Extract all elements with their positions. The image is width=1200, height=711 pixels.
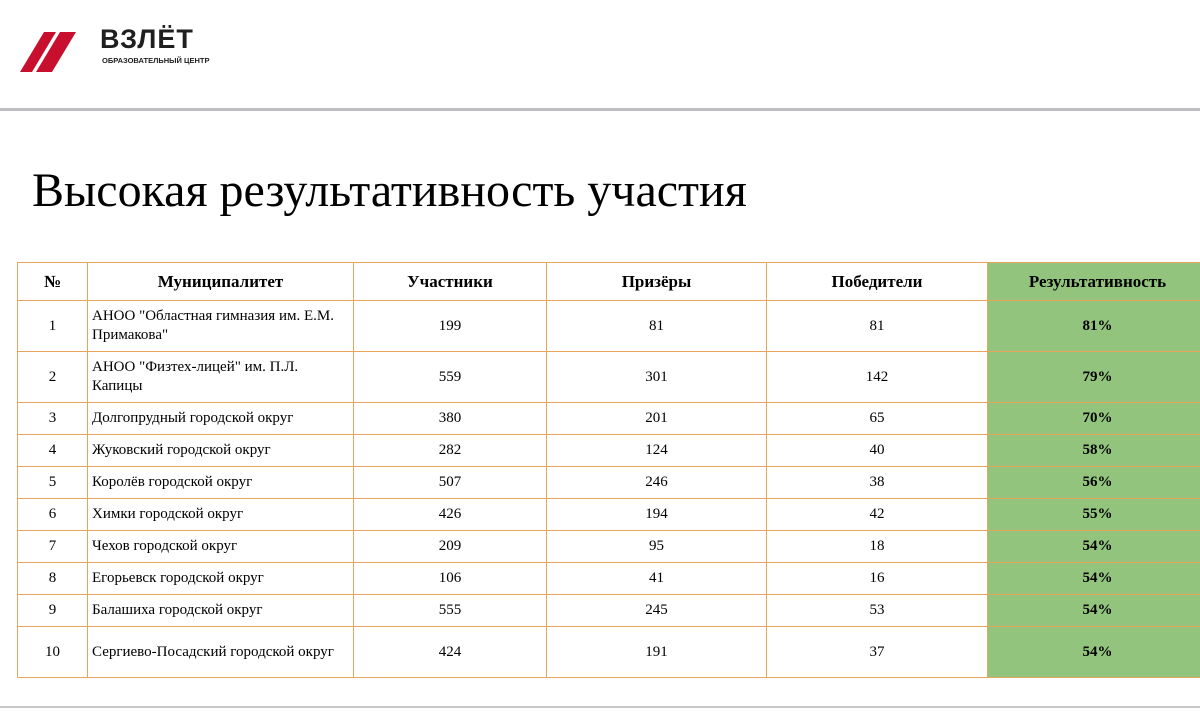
cell-participants: 106 [354,563,547,595]
page-title: Высокая результативность участия [32,164,747,217]
logo-mark-icon [18,28,78,72]
results-table [17,262,1200,678]
cell-effectiveness: 54% [988,627,1200,678]
header-participants: Участники [354,263,547,301]
table-row [18,352,1200,403]
cell-municipality: Долгопрудный городской округ [88,403,354,435]
cell-municipality: Жуковский городской округ [88,435,354,467]
table-row [18,403,1200,435]
cell-effectiveness: 79% [988,352,1200,403]
table-header-row [18,263,1200,301]
cell-effectiveness: 58% [988,435,1200,467]
cell-effectiveness: 56% [988,467,1200,499]
table-row [18,531,1200,563]
cell-num: 1 [18,301,88,352]
table-row [18,627,1200,678]
cell-effectiveness: 55% [988,499,1200,531]
cell-municipality: Сергиево-Посадский городской округ [88,627,354,678]
cell-effectiveness: 54% [988,531,1200,563]
logo [18,24,218,74]
cell-effectiveness: 81% [988,301,1200,352]
cell-winners: 53 [767,595,988,627]
cell-municipality: АНОО "Физтех-лицей" им. П.Л. Капицы [88,352,354,403]
cell-num: 2 [18,352,88,403]
cell-participants: 380 [354,403,547,435]
cell-num: 4 [18,435,88,467]
cell-municipality: АНОО "Областная гимназия им. Е.М. Примакова" [88,301,354,352]
cell-winners: 142 [767,352,988,403]
cell-winners: 18 [767,531,988,563]
logo-wordmark: ВЗЛЁТ [100,24,194,54]
cell-prize-winners: 191 [547,627,767,678]
cell-effectiveness: 70% [988,403,1200,435]
cell-prize-winners: 124 [547,435,767,467]
cell-num: 3 [18,403,88,435]
header-municipality: Муниципалитет [88,263,354,301]
cell-participants: 555 [354,595,547,627]
cell-participants: 426 [354,499,547,531]
cell-num: 6 [18,499,88,531]
cell-prize-winners: 301 [547,352,767,403]
table-row [18,301,1200,352]
cell-prize-winners: 81 [547,301,767,352]
cell-participants: 424 [354,627,547,678]
table-row [18,467,1200,499]
header-divider [0,108,1200,111]
cell-num: 10 [18,627,88,678]
cell-winners: 16 [767,563,988,595]
cell-winners: 40 [767,435,988,467]
cell-prize-winners: 245 [547,595,767,627]
cell-participants: 507 [354,467,547,499]
cell-municipality: Королёв городской округ [88,467,354,499]
cell-prize-winners: 95 [547,531,767,563]
cell-municipality: Егорьевск городской округ [88,563,354,595]
cell-winners: 42 [767,499,988,531]
cell-participants: 282 [354,435,547,467]
cell-municipality: Чехов городской округ [88,531,354,563]
table-row [18,563,1200,595]
cell-winners: 38 [767,467,988,499]
cell-winners: 65 [767,403,988,435]
footer-divider [0,706,1200,708]
cell-num: 9 [18,595,88,627]
table-row [18,499,1200,531]
cell-prize-winners: 201 [547,403,767,435]
header-prize-winners: Призёры [547,263,767,301]
cell-municipality: Балашиха городской округ [88,595,354,627]
header-effectiveness: Результативность [988,263,1200,301]
cell-prize-winners: 246 [547,467,767,499]
cell-num: 7 [18,531,88,563]
cell-winners: 81 [767,301,988,352]
cell-prize-winners: 194 [547,499,767,531]
cell-prize-winners: 41 [547,563,767,595]
cell-municipality: Химки городской округ [88,499,354,531]
cell-participants: 209 [354,531,547,563]
cell-effectiveness: 54% [988,595,1200,627]
cell-num: 5 [18,467,88,499]
header-num: № [18,263,88,301]
logo-subtitle: ОБРАЗОВАТЕЛЬНЫЙ ЦЕНТР [102,56,210,65]
cell-participants: 199 [354,301,547,352]
cell-participants: 559 [354,352,547,403]
table-row [18,595,1200,627]
cell-effectiveness: 54% [988,563,1200,595]
header-winners: Победители [767,263,988,301]
table-row [18,435,1200,467]
cell-num: 8 [18,563,88,595]
cell-winners: 37 [767,627,988,678]
